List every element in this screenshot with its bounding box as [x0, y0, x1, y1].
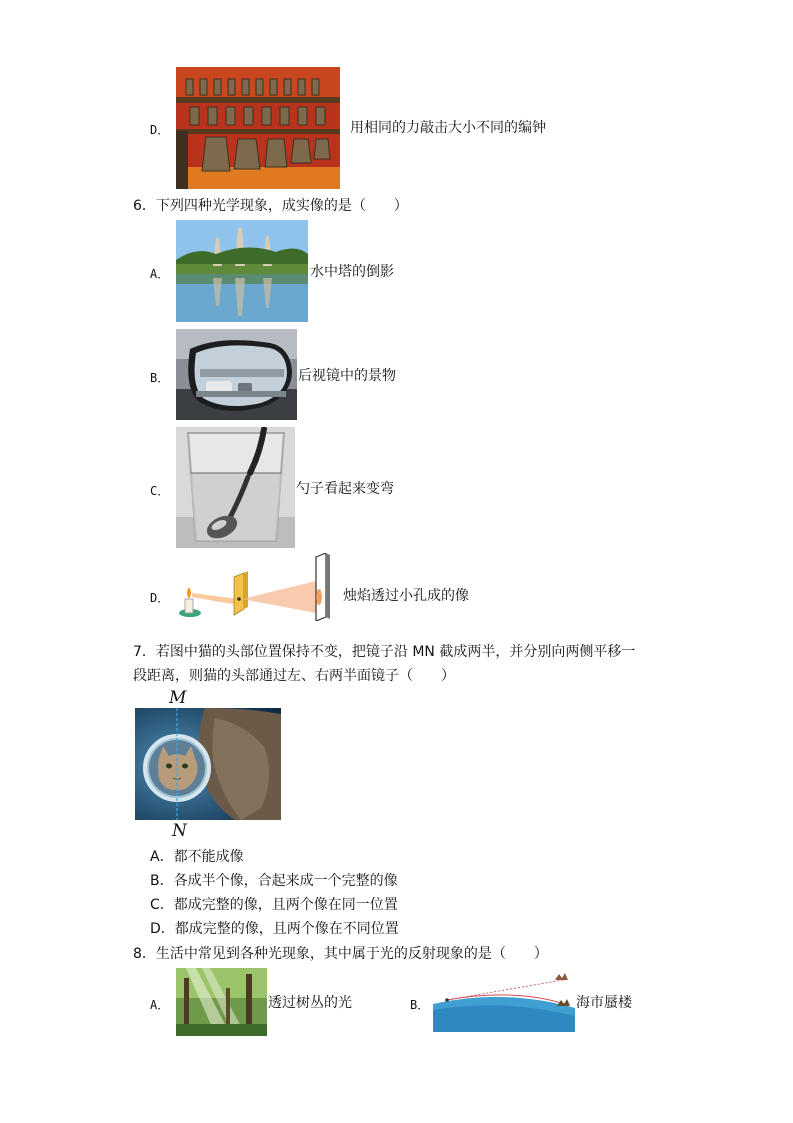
- mirage-diagram: [433, 970, 575, 1032]
- q8-option-b-text: 海市蜃楼: [576, 995, 632, 1011]
- cat-mirror-image: [135, 708, 281, 820]
- q6-option-c-text: 勺子看起来变弯: [296, 481, 394, 497]
- q6-option-d-text: 烛焰透过小孔成的像: [343, 588, 469, 604]
- q6-option-c-letter: C．: [150, 484, 170, 498]
- q6-option-a-text: 水中塔的倒影: [310, 264, 394, 280]
- q6-option-a-letter: A．: [150, 267, 170, 281]
- q8-stem: 8．生活中常见到各种光现象，其中属于光的反射现象的是（ ）: [133, 946, 548, 962]
- spoon-in-water-image: [176, 427, 295, 548]
- label-m: M: [169, 688, 187, 708]
- rearview-mirror-image: [176, 329, 297, 420]
- q6-stem: 6．下列四种光学现象，成实像的是（ ）: [133, 198, 408, 214]
- label-n: N: [172, 821, 187, 841]
- q6-option-b-letter: B．: [150, 371, 170, 385]
- q7-stem-line1: 7．若图中猫的头部位置保持不变，把镜子沿 MN 截成两半，并分别向两侧平移一: [133, 644, 636, 660]
- q6-option-b-text: 后视镜中的景物: [298, 368, 396, 384]
- forest-light-image: [176, 968, 267, 1036]
- q5-option-d-text: 用相同的力敲击大小不同的编钟: [350, 120, 546, 136]
- q7-option-d: D．都成完整的像，且两个像在不同位置: [150, 921, 399, 937]
- pagoda-reflection-image: [176, 220, 308, 322]
- q7-option-b: B．各成半个像，合起来成一个完整的像: [150, 873, 398, 889]
- q8-option-a-text: 透过树丛的光: [268, 995, 352, 1011]
- q8-option-a-letter: A．: [150, 998, 170, 1012]
- q7-stem-line2: 段距离，则猫的头部通过左、右两半面镜子（ ）: [133, 668, 455, 684]
- q8-option-b-letter: B．: [410, 998, 430, 1012]
- bianzhong-bells-image: [176, 67, 340, 189]
- q7-option-a: A．都不能成像: [150, 849, 244, 865]
- pinhole-camera-diagram: [176, 553, 342, 621]
- q5-option-d-letter: D．: [150, 123, 170, 137]
- q6-option-d-letter: D．: [150, 591, 170, 605]
- q7-option-c: C．都成完整的像，且两个像在同一位置: [150, 897, 398, 913]
